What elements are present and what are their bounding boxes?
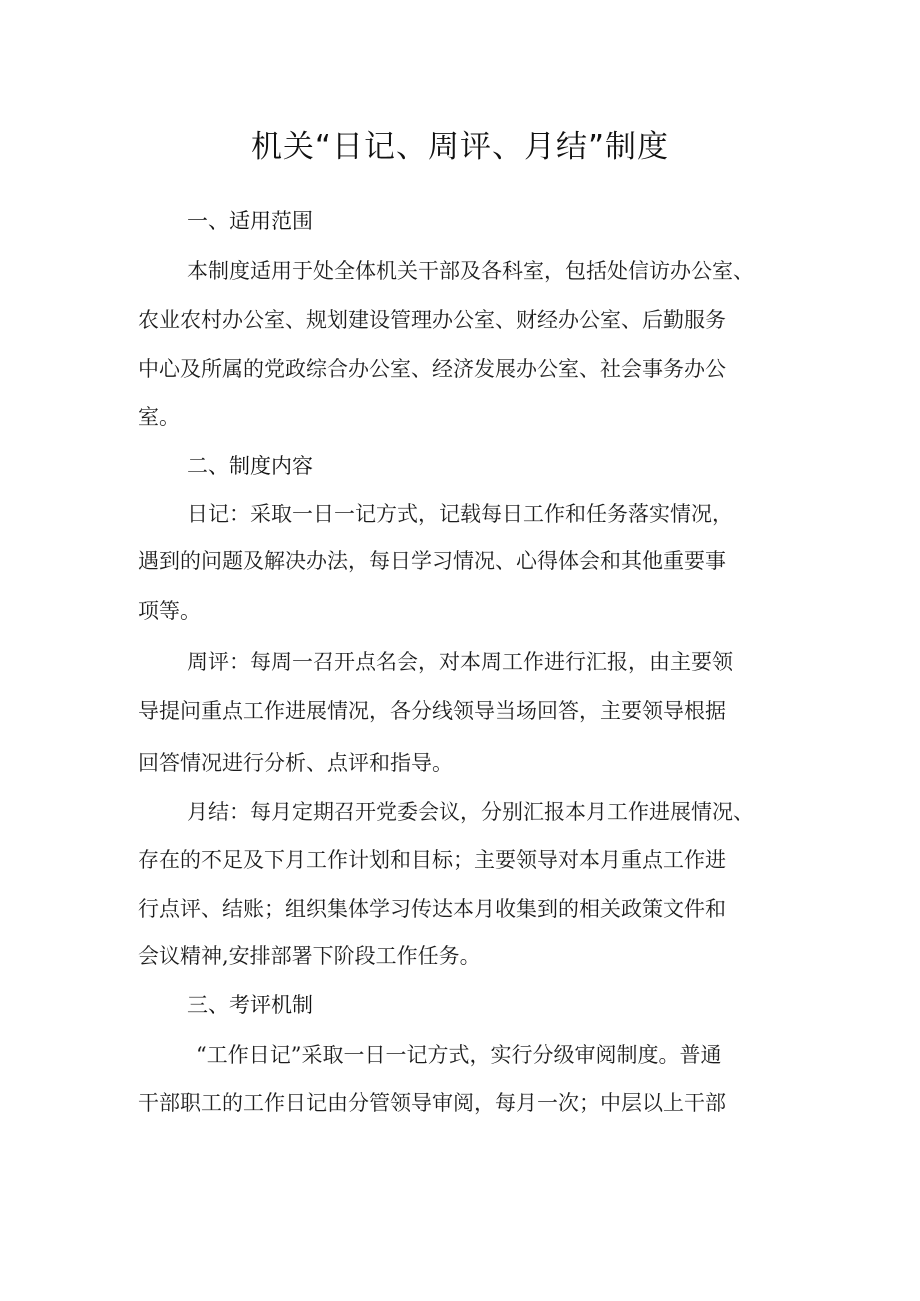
paragraph-line: 会议精神,安排部署下阶段工作任务。 bbox=[138, 944, 481, 968]
section-heading-evaluation: 三、考评机制 bbox=[187, 993, 313, 1017]
paragraph-line: 项等。 bbox=[138, 599, 201, 623]
paragraph-line: 周评：每周一召开点名会，对本周工作进行汇报，由主要领 bbox=[187, 650, 733, 674]
paragraph-line: 遇到的问题及解决办法，每日学习情况、心得体会和其他重要事 bbox=[138, 549, 726, 573]
section-heading-content: 二、制度内容 bbox=[187, 454, 313, 478]
paragraph-line: 中心及所属的党政综合办公室、经济发展办公室、社会事务办公 bbox=[138, 357, 726, 381]
paragraph-line: 日记：采取一日一记方式，记载每日工作和任务落实情况， bbox=[187, 502, 733, 526]
paragraph-line: 农业农村办公室、规划建设管理办公室、财经办公室、后勤服务 bbox=[138, 308, 726, 332]
document-title: 机关“日记、周评、月结”制度 bbox=[250, 129, 670, 165]
paragraph-line: 行点评、结账；组织集体学习传达本月收集到的相关政策文件和 bbox=[138, 897, 726, 921]
paragraph-line: 干部职工的工作日记由分管领导审阅，每月一次；中层以上干部 bbox=[138, 1091, 726, 1115]
paragraph-line: 本制度适用于处全体机关干部及各科室，包括处信访办公室、 bbox=[187, 259, 754, 283]
paragraph-line: 回答情况进行分析、点评和指导。 bbox=[138, 751, 453, 775]
paragraph-line: 存在的不足及下月工作计划和目标；主要领导对本月重点工作进 bbox=[138, 848, 726, 872]
section-heading-scope: 一、适用范围 bbox=[187, 209, 313, 233]
paragraph-line: “工作日记”采取一日一记方式，实行分级审阅制度。普通 bbox=[196, 1043, 722, 1067]
paragraph-line: 导提问重点工作进展情况，各分线领导当场回答，主要领导根据 bbox=[138, 699, 726, 723]
paragraph-line: 室。 bbox=[138, 405, 180, 429]
paragraph-line: 月结：每月定期召开党委会议，分别汇报本月工作进展情况、 bbox=[187, 800, 754, 824]
